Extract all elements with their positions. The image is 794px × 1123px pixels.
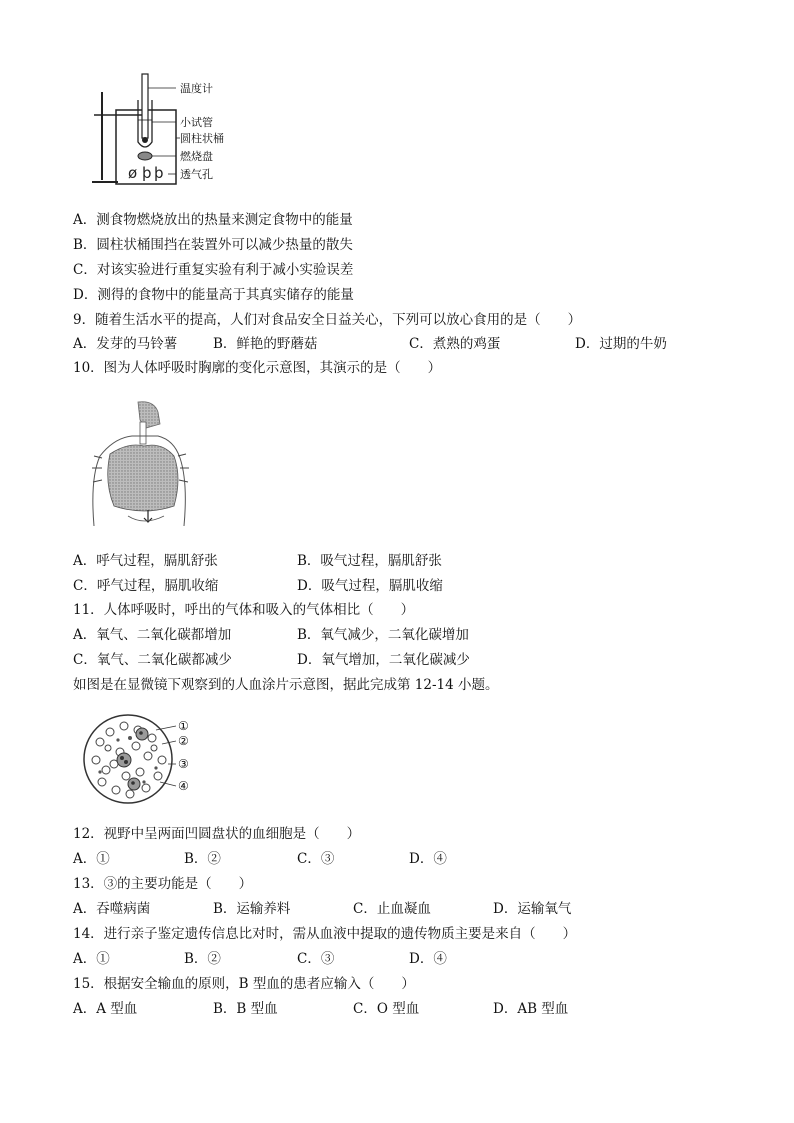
svg-text:ø: ø xyxy=(128,164,138,182)
intro-12-14: 如图是在显微镜下观察到的人血涂片示意图，据此完成第 12-14 小题。 xyxy=(73,677,499,693)
q9-option-d: D．过期的牛奶 xyxy=(575,336,667,352)
q10-option-c: C．呼气过程，膈肌收缩 xyxy=(73,578,219,594)
svg-text:þ: þ xyxy=(142,164,152,182)
label-vent-hole: 透气孔 xyxy=(180,168,213,181)
q9-option-b: B．鲜艳的野蘑菇 xyxy=(213,336,318,352)
q10-option-a: A．呼气过程，膈肌舒张 xyxy=(73,553,218,569)
q9-option-c: C．煮熟的鸡蛋 xyxy=(409,336,501,352)
q14-option-a: A．① xyxy=(73,951,110,967)
q13-option-c: C．止血凝血 xyxy=(353,901,431,917)
blood-label-4: ④ xyxy=(178,779,189,793)
q8-option-a: A．测食物燃烧放出的热量来测定食物中的能量 xyxy=(73,212,353,228)
q14-option-d: D．④ xyxy=(409,951,447,967)
q8-option-b: B．圆柱状桶围挡在装置外可以减少热量的散失 xyxy=(73,237,353,253)
q11-option-c: C．氧气、二氧化碳都减少 xyxy=(73,652,232,668)
q14-stem: 14．进行亲子鉴定遗传信息比对时，需从血液中提取的遗传物质主要是来自（ ） xyxy=(73,926,577,942)
food-energy-apparatus-figure xyxy=(88,70,268,190)
blood-label-1: ① xyxy=(178,719,189,733)
q8-option-d: D．测得的食物中的能量高于其真实储存的能量 xyxy=(73,287,354,303)
q10-stem: 10．图为人体呼吸时胸廓的变化示意图，其演示的是（ ） xyxy=(73,360,442,376)
chest-breathing-figure xyxy=(88,398,193,532)
q10-option-d: D．吸气过程，膈肌收缩 xyxy=(297,578,443,594)
q11-option-b: B．氧气减少，二氧化碳增加 xyxy=(297,627,469,643)
label-cylinder-bucket: 圆柱状桶 xyxy=(180,132,224,145)
q15-stem: 15．根据安全输血的原则，B 型血的患者应输入（ ） xyxy=(73,976,415,992)
q15-option-c: C．O 型血 xyxy=(353,1001,420,1017)
q13-option-b: B．运输养料 xyxy=(213,901,291,917)
q11-option-a: A．氧气、二氧化碳都增加 xyxy=(73,627,232,643)
q15-option-d: D．AB 型血 xyxy=(493,1001,569,1017)
q13-option-a: A．吞噬病菌 xyxy=(73,901,151,917)
q11-option-d: D．氧气增加，二氧化碳减少 xyxy=(297,652,470,668)
q12-stem: 12．视野中呈两面凹圆盘状的血细胞是（ ） xyxy=(73,826,361,842)
q15-option-b: B．B 型血 xyxy=(213,1001,278,1017)
q11-stem: 11．人体呼吸时，呼出的气体和吸入的气体相比（ ） xyxy=(73,602,415,618)
q12-option-b: B．② xyxy=(184,851,221,867)
q9-stem: 9．随着生活水平的提高，人们对食品安全日益关心，下列可以放心食用的是（ ） xyxy=(73,312,582,328)
q15-option-a: A．A 型血 xyxy=(73,1001,138,1017)
blood-smear-figure xyxy=(78,712,208,807)
q14-option-c: C．③ xyxy=(297,951,335,967)
svg-text:þ: þ xyxy=(154,164,164,182)
blood-label-2: ② xyxy=(178,734,189,748)
q13-stem: 13．③的主要功能是（ ） xyxy=(73,876,253,892)
q9-option-a: A．发芽的马铃薯 xyxy=(73,336,178,352)
blood-label-3: ③ xyxy=(178,757,189,771)
q10-option-b: B．吸气过程，膈肌舒张 xyxy=(297,553,442,569)
label-small-test-tube: 小试管 xyxy=(180,116,213,129)
q12-option-a: A．① xyxy=(73,851,110,867)
label-burning-dish: 燃烧盘 xyxy=(180,150,213,163)
q14-option-b: B．② xyxy=(184,951,221,967)
q8-option-c: C．对该实验进行重复实验有利于减小实验误差 xyxy=(73,262,354,278)
q13-option-d: D．运输氧气 xyxy=(493,901,572,917)
label-thermometer: 温度计 xyxy=(180,82,213,95)
q12-option-c: C．③ xyxy=(297,851,335,867)
q12-option-d: D．④ xyxy=(409,851,447,867)
